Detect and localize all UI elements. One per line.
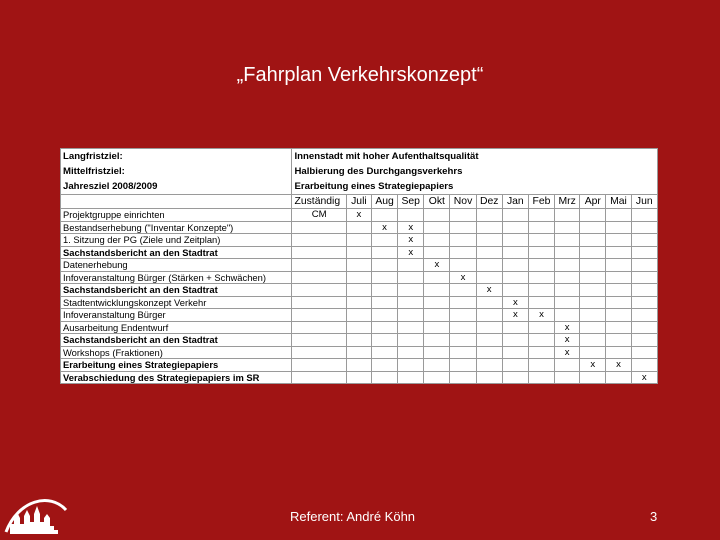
schedule-cell: [580, 371, 606, 384]
schedule-cell: [371, 246, 397, 259]
task-name: 1. Sitzung der PG (Ziele und Zeitplan): [61, 234, 292, 247]
schedule-cell: [631, 221, 657, 234]
schedule-cell: [346, 284, 371, 297]
schedule-cell: [450, 221, 476, 234]
column-header: Juli: [346, 195, 371, 209]
schedule-cell: [502, 284, 528, 297]
schedule-cell: [606, 284, 631, 297]
schedule-cell: [476, 346, 502, 359]
task-name: Erarbeitung eines Strategiepapiers: [61, 359, 292, 372]
schedule-cell: [371, 234, 397, 247]
schedule-cell: x: [346, 209, 371, 222]
responsible-cell: [292, 346, 346, 359]
responsible-cell: [292, 246, 346, 259]
schedule-cell: [424, 371, 450, 384]
schedule-cell: [502, 209, 528, 222]
schedule-cell: [502, 334, 528, 347]
schedule-cell: [476, 359, 502, 372]
header-blank-cell: [61, 195, 292, 209]
task-name: Projektgruppe einrichten: [61, 209, 292, 222]
responsible-cell: [292, 321, 346, 334]
schedule-cell: [450, 371, 476, 384]
schedule-cell: [528, 221, 554, 234]
city-skyline-logo-icon: [0, 470, 72, 540]
schedule-cell: [424, 221, 450, 234]
schedule-cell: [502, 259, 528, 272]
schedule-cell: [346, 309, 371, 322]
schedule-cell: x: [502, 309, 528, 322]
schedule-cell: [450, 234, 476, 247]
schedule-cell: x: [398, 221, 424, 234]
column-header: Dez: [476, 195, 502, 209]
table-row: [61, 271, 658, 284]
schedule-cell: [606, 246, 631, 259]
schedule-cell: x: [502, 296, 528, 309]
column-header: Jan: [502, 195, 528, 209]
schedule-cell: [450, 334, 476, 347]
schedule-cell: [424, 321, 450, 334]
schedule-cell: [631, 309, 657, 322]
responsible-cell: [292, 296, 346, 309]
schedule-cell: [476, 259, 502, 272]
schedule-cell: [450, 321, 476, 334]
column-header: Aug: [371, 195, 397, 209]
schedule-cell: [555, 259, 580, 272]
schedule-cell: [631, 271, 657, 284]
schedule-cell: [580, 221, 606, 234]
schedule-cell: [555, 284, 580, 297]
schedule-cell: [555, 234, 580, 247]
schedule-cell: [398, 284, 424, 297]
schedule-cell: [631, 234, 657, 247]
column-header: Mai: [606, 195, 631, 209]
schedule-cell: [371, 346, 397, 359]
task-name: Datenerhebung: [61, 259, 292, 272]
schedule-cell: x: [631, 371, 657, 384]
schedule-cell: [606, 221, 631, 234]
table-row: [61, 209, 658, 222]
task-name: Sachstandsbericht an den Stadtrat: [61, 334, 292, 347]
column-header: Mrz: [555, 195, 580, 209]
schedule-cell: [580, 296, 606, 309]
schedule-cell: [346, 371, 371, 384]
table-row: [61, 371, 658, 384]
schedule-cell: [450, 246, 476, 259]
schedule-cell: [555, 221, 580, 234]
responsible-cell: [292, 334, 346, 347]
schedule-cell: [424, 309, 450, 322]
table-row: [61, 359, 658, 372]
task-name: Bestandserhebung ("Inventar Konzepte"): [61, 221, 292, 234]
schedule-cell: [631, 209, 657, 222]
goal-value: Innenstadt mit hoher Aufenthaltsqualität: [292, 149, 658, 165]
schedule-cell: [371, 334, 397, 347]
table-row: [61, 309, 658, 322]
responsible-cell: [292, 284, 346, 297]
schedule-cell: [398, 359, 424, 372]
schedule-cell: [555, 359, 580, 372]
table-row: [61, 334, 658, 347]
schedule-table: [60, 148, 658, 384]
schedule-cell: [580, 246, 606, 259]
schedule-cell: [371, 309, 397, 322]
task-name: Workshops (Fraktionen): [61, 346, 292, 359]
schedule-cell: [476, 309, 502, 322]
task-name: Sachstandsbericht an den Stadtrat: [61, 284, 292, 297]
schedule-cell: x: [606, 359, 631, 372]
schedule-cell: [424, 234, 450, 247]
table-row: [61, 221, 658, 234]
schedule-cell: [555, 296, 580, 309]
goal-row: [61, 179, 658, 195]
table-row: [61, 296, 658, 309]
schedule-cell: [631, 259, 657, 272]
responsible-cell: [292, 259, 346, 272]
schedule-cell: [450, 209, 476, 222]
table-row: [61, 259, 658, 272]
column-header: Feb: [528, 195, 554, 209]
schedule-cell: [450, 346, 476, 359]
schedule-cell: [528, 359, 554, 372]
task-name: Infoveranstaltung Bürger: [61, 309, 292, 322]
schedule-cell: [528, 371, 554, 384]
schedule-cell: [631, 346, 657, 359]
schedule-cell: [346, 259, 371, 272]
schedule-cell: [424, 284, 450, 297]
schedule-cell: x: [371, 221, 397, 234]
goal-row: [61, 149, 658, 165]
schedule-cell: [476, 234, 502, 247]
schedule-cell: [346, 346, 371, 359]
schedule-cell: [580, 259, 606, 272]
schedule-cell: [346, 321, 371, 334]
schedule-cell: [606, 346, 631, 359]
schedule-cell: [580, 334, 606, 347]
schedule-cell: [398, 209, 424, 222]
schedule-cell: x: [555, 321, 580, 334]
schedule-cell: [631, 296, 657, 309]
table-row: [61, 321, 658, 334]
schedule-cell: [528, 234, 554, 247]
schedule-cell: [371, 371, 397, 384]
schedule-cell: [424, 209, 450, 222]
schedule-cell: [476, 321, 502, 334]
schedule-cell: [555, 309, 580, 322]
schedule-cell: [555, 209, 580, 222]
schedule-cell: [555, 271, 580, 284]
table-row: [61, 284, 658, 297]
schedule-cell: [346, 221, 371, 234]
schedule-cell: [476, 296, 502, 309]
schedule-cell: [371, 209, 397, 222]
schedule-cell: [580, 321, 606, 334]
column-header: Zuständig: [292, 195, 346, 209]
schedule-cell: x: [555, 334, 580, 347]
schedule-cell: [398, 271, 424, 284]
schedule-cell: [476, 246, 502, 259]
column-header: Nov: [450, 195, 476, 209]
schedule-cell: [528, 321, 554, 334]
schedule-cell: [476, 334, 502, 347]
schedule-cell: [528, 209, 554, 222]
schedule-cell: [606, 271, 631, 284]
schedule-cell: [371, 321, 397, 334]
schedule-cell: [606, 334, 631, 347]
schedule-cell: [606, 234, 631, 247]
goal-label: Langfristziel:: [61, 149, 292, 165]
schedule-cell: [528, 284, 554, 297]
schedule-cell: [606, 321, 631, 334]
schedule-cell: x: [398, 234, 424, 247]
schedule-cell: [631, 334, 657, 347]
schedule-cell: x: [555, 346, 580, 359]
task-name: Sachstandsbericht an den Stadtrat: [61, 246, 292, 259]
schedule-cell: [502, 246, 528, 259]
schedule-cell: [631, 246, 657, 259]
column-header: Okt: [424, 195, 450, 209]
schedule-cell: [606, 209, 631, 222]
schedule-cell: [580, 234, 606, 247]
schedule-cell: [580, 271, 606, 284]
schedule-cell: x: [580, 359, 606, 372]
responsible-cell: [292, 271, 346, 284]
schedule-cell: [502, 346, 528, 359]
footer-presenter: Referent: André Köhn: [290, 509, 416, 524]
task-name: Stadtentwicklungskonzept Verkehr: [61, 296, 292, 309]
table-row: [61, 234, 658, 247]
schedule-cell: [450, 309, 476, 322]
schedule-cell: [371, 359, 397, 372]
schedule-cell: [606, 371, 631, 384]
schedule-cell: [502, 321, 528, 334]
schedule-cell: [424, 296, 450, 309]
schedule-cell: [631, 321, 657, 334]
schedule-cell: [398, 371, 424, 384]
schedule-cell: [398, 334, 424, 347]
schedule-cell: [424, 271, 450, 284]
schedule-cell: [528, 334, 554, 347]
schedule-cell: [371, 284, 397, 297]
schedule-cell: [476, 221, 502, 234]
schedule-cell: [580, 209, 606, 222]
schedule-cell: [398, 309, 424, 322]
schedule-cell: x: [528, 309, 554, 322]
schedule-cell: [398, 321, 424, 334]
schedule-cell: [424, 246, 450, 259]
schedule-cell: [476, 209, 502, 222]
column-header: Jun: [631, 195, 657, 209]
goal-label: Jahresziel 2008/2009: [61, 179, 292, 195]
table-row: [61, 246, 658, 259]
schedule-cell: [528, 271, 554, 284]
schedule-cell: [606, 296, 631, 309]
responsible-cell: [292, 309, 346, 322]
responsible-cell: CM: [292, 209, 346, 222]
responsible-cell: [292, 371, 346, 384]
schedule-cell: [606, 309, 631, 322]
schedule-cell: [502, 271, 528, 284]
schedule-cell: x: [398, 246, 424, 259]
schedule-cell: [528, 246, 554, 259]
schedule-cell: [528, 259, 554, 272]
column-header-row: [61, 195, 658, 209]
schedule-cell: [450, 259, 476, 272]
slide-title: „Fahrplan Verkehrskonzept“: [236, 64, 484, 86]
schedule-cell: [450, 296, 476, 309]
schedule-cell: [555, 371, 580, 384]
schedule-cell: [476, 371, 502, 384]
schedule-cell: [580, 284, 606, 297]
schedule-cell: [631, 284, 657, 297]
goal-value: Halbierung des Durchgangsverkehrs: [292, 164, 658, 179]
task-name: Ausarbeitung Endentwurf: [61, 321, 292, 334]
responsible-cell: [292, 234, 346, 247]
schedule-cell: [346, 234, 371, 247]
schedule-cell: x: [424, 259, 450, 272]
schedule-cell: [398, 346, 424, 359]
schedule-cell: [346, 296, 371, 309]
schedule-cell: [502, 221, 528, 234]
schedule-cell: [346, 334, 371, 347]
schedule-cell: [502, 234, 528, 247]
page-number: 3: [650, 509, 658, 524]
schedule-cell: [476, 271, 502, 284]
schedule-cell: [606, 259, 631, 272]
schedule-cell: [502, 371, 528, 384]
schedule-cell: [398, 296, 424, 309]
goal-label: Mittelfristziel:: [61, 164, 292, 179]
schedule-cell: [346, 271, 371, 284]
schedule-cell: [450, 284, 476, 297]
schedule-cell: [631, 359, 657, 372]
responsible-cell: [292, 221, 346, 234]
schedule-cell: [346, 359, 371, 372]
schedule-cell: [371, 259, 397, 272]
schedule-cell: [555, 246, 580, 259]
schedule-cell: [371, 296, 397, 309]
schedule-cell: [528, 346, 554, 359]
schedule-cell: [346, 246, 371, 259]
schedule-cell: [450, 359, 476, 372]
schedule-cell: [424, 359, 450, 372]
goal-row: [61, 164, 658, 179]
schedule-cell: [398, 259, 424, 272]
schedule-cell: [371, 271, 397, 284]
schedule-cell: [502, 359, 528, 372]
schedule-cell: [580, 309, 606, 322]
schedule-cell: [528, 296, 554, 309]
task-name: Verabschiedung des Strategiepapiers im SR: [61, 371, 292, 384]
schedule-cell: x: [476, 284, 502, 297]
schedule-cell: [580, 346, 606, 359]
task-name: Infoveranstaltung Bürger (Stärken + Schwächen): [61, 271, 292, 284]
column-header: Sep: [398, 195, 424, 209]
table-row: [61, 346, 658, 359]
schedule-cell: [424, 346, 450, 359]
goal-value: Erarbeitung eines Strategiepapiers: [292, 179, 658, 195]
responsible-cell: [292, 359, 346, 372]
schedule-cell: x: [450, 271, 476, 284]
column-header: Apr: [580, 195, 606, 209]
schedule-cell: [424, 334, 450, 347]
